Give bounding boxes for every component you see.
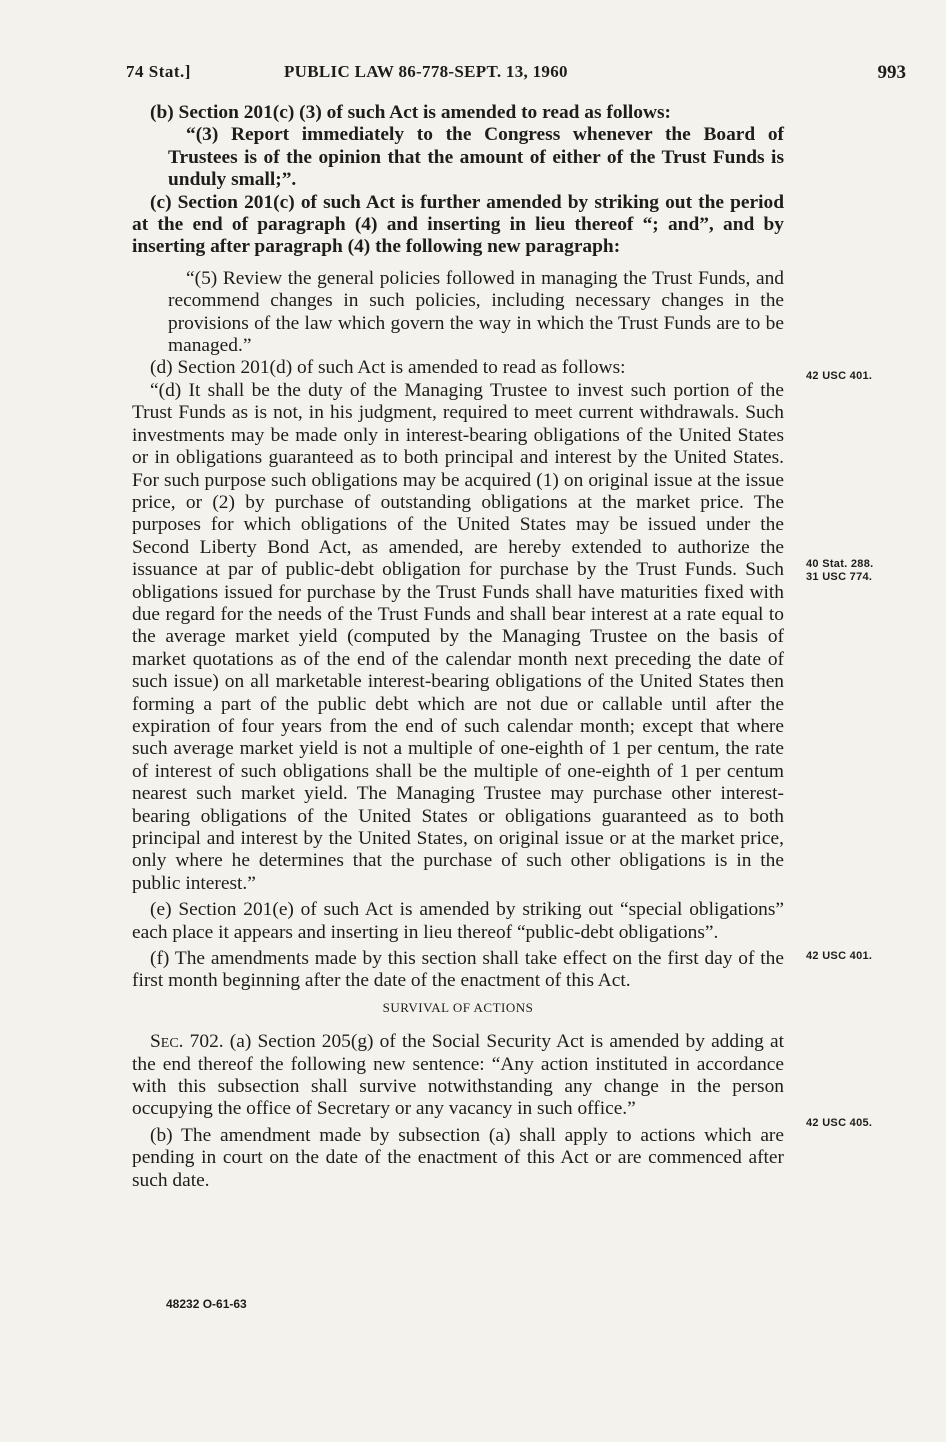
paragraph-b-quote: “(3) Report immediately to the Congress whenever the Board of Trustees is of the opinion that the amount of either of the Trust Funds is unduly small;”. xyxy=(168,124,784,191)
section-702-label: Sec. 702. xyxy=(150,1031,224,1053)
paragraph-b-intro: (b) Section 201(c) (3) of such Act is amended to read as follows: xyxy=(150,102,671,123)
margin-note-line: 40 Stat. 288. xyxy=(806,558,874,570)
paragraph-e: (e) Section 201(e) of such Act is amended by striking out “special obligations” each place it appears and inserting in lieu thereof “public-debt obligations”. xyxy=(132,899,784,943)
header-title: PUBLIC LAW 86-778-SEPT. 13, 1960 xyxy=(284,62,568,81)
margin-note-line: 31 USC 774. xyxy=(806,571,873,583)
paragraph-c-intro: (c) Section 201(c) of such Act is further amended by striking out the period at the end of paragraph (4) and inserting in lieu thereof “; and”, and by inserting after paragraph (4) the following new paragraph: xyxy=(132,191,784,258)
running-header xyxy=(126,62,906,88)
paragraph-c-quote: “(5) Review the general policies followed in managing the Trust Funds, and recommend changes in such policies, including necessary changes in the provisions of the law which govern the way in which the Trust Funds are to be managed.” xyxy=(168,267,784,357)
page-number: 993 xyxy=(877,62,906,83)
section-702-a-text: (a) Section 205(g) of the Social Security Act is amended by adding at the end thereof the following new sentence: “Any action instituted in accordance with this subsection shall survive notwithstanding any change in the person occupying the office of Secretary or any vacancy in such office.” xyxy=(132,1031,784,1120)
section-702-b: (b) The amendment made by subsection (a) shall apply to actions which are pending in court on the date of the enactment of this Act or are commenced after such date. xyxy=(132,1124,784,1191)
printer-code: 48232 O-61-63 xyxy=(166,1297,247,1311)
margin-note-40-stat-288 xyxy=(806,558,874,584)
section-heading: SURVIVAL OF ACTIONS xyxy=(382,999,534,1015)
paragraph-d-quote: “(d) It shall be the duty of the Managing Trustee to invest such portion of the Trust Funds as is not, in his judgment, required to meet current withdrawals. Such investments may be made only in interest-bearing obligations of the United States or in obligations guaranteed as to both principal and interest by the United States. For such purpose such obligations may be acquired (1) on original issue at the issue price, or (2) by purchase of outstanding obligations at the market price. The purposes for which obligations of the United States may be issued under the Second Liberty Bond Act, as amended, are hereby extended to authorize the issuance at par of public-debt obligation for purchase by the Trust Funds. Such obligations issued for purchase by the Trust Funds shall have maturities fixed with due regard for the needs of the Trust Funds and shall bear interest at a rate equal to the average market yield (computed by the Managing Trustee on the basis of market quotations as of the end of the calendar month next preceding the date of such issue) on all marketable interest-bearing obligations of the United States then forming a part of the public debt which are not due or callable until after the expiration of four years from the end of such calendar month; except that where such average market yield is not a multiple of one-eighth of 1 per centum, the rate of interest of such obligations shall be the multiple of one-eighth of 1 per centum nearest such market yield. The Managing Trustee may purchase other interest-bearing obligations of the United States or obligations guaranteed as to both principal and interest by the United States, on original issue or at the market price, only where he determines that the purchase of such other obligations is in the public interest.” xyxy=(132,379,784,894)
paragraph-f: (f) The amendments made by this section shall take effect on the first day of the first month beginning after the date of the enactment of this Act. xyxy=(132,948,784,992)
margin-note-42-usc-405: 42 USC 405. xyxy=(806,1117,873,1129)
margin-note-42-usc-401-second: 42 USC 401. xyxy=(806,950,873,962)
body-text xyxy=(132,102,784,1192)
margin-note-42-usc-401: 42 USC 401. xyxy=(806,370,873,382)
paragraph-d-intro: (d) Section 201(d) of such Act is amended to read as follows: xyxy=(150,357,626,379)
header-volume: 74 Stat.] xyxy=(126,62,191,81)
section-702-a xyxy=(132,1031,784,1121)
